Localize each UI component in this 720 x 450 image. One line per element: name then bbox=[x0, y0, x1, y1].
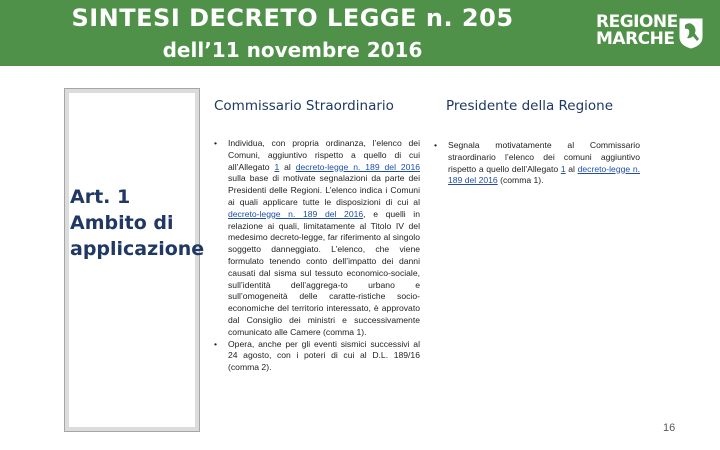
commissario-column bbox=[214, 138, 420, 374]
item-text: , e quelli in relazione ai quali, limitatamente al Titolo IV del medesimo decreto-legge, far riferimento al singolo soggetto danneggiato. L’elenco, che viene formulato tenendo conto dell’impatto dei danni causati dal sisma sul tessuto economico-sociale, sull’identità dell’aggrega-to urbano e sull’omogeneità delle caratte-ristiche socio-economiche del territorio interessato, è approvato dal Consiglio dei ministri e successivamente comunicato alle Camere (comma 1). bbox=[228, 208, 420, 337]
bullet: • bbox=[214, 338, 218, 349]
presidente-heading: Presidente della Regione bbox=[446, 98, 614, 114]
regional-emblem-icon bbox=[678, 17, 704, 49]
bullet: • bbox=[434, 140, 438, 150]
slide-title: SINTESI DECRETO LEGGE n. 205 bbox=[71, 4, 514, 32]
item-text: Opera, anche per gli eventi sismici successivi al 24 agosto, con i poteri di cui al D.L. 189/16 (comma 2). bbox=[228, 338, 420, 373]
bullet: • bbox=[214, 138, 218, 148]
page-number: 16 bbox=[663, 422, 676, 434]
article-title bbox=[70, 184, 205, 262]
item-text: al bbox=[565, 163, 578, 174]
logo-line-2: MARCHE bbox=[596, 29, 675, 49]
allegato-link[interactable]: 1 bbox=[274, 161, 280, 172]
decreto-link[interactable]: decreto-legge n. 189 del 2016 bbox=[295, 161, 420, 172]
commissario-heading: Commissario Straordinario bbox=[214, 98, 394, 114]
decreto-link[interactable]: decreto-legge n. 189 del 2016 bbox=[228, 208, 364, 219]
article-line-2: Ambito di bbox=[70, 212, 174, 234]
logo-line-1: REGIONE bbox=[596, 12, 678, 32]
decreto-link[interactable]: decreto-legge n. 189 del 2016 bbox=[448, 163, 640, 186]
allegato-link[interactable]: 1 bbox=[560, 163, 566, 174]
slide-subtitle: dell’11 novembre 2016 bbox=[162, 38, 423, 62]
article-number: Art. 1 bbox=[70, 186, 131, 208]
item-text: Individua, con propria ordinanza, l’elenco dei Comuni, aggiuntivo rispetto a quello di cui all’Allegato bbox=[228, 138, 420, 172]
list-item bbox=[434, 140, 640, 187]
title-banner bbox=[0, 0, 720, 66]
logo-wordmark bbox=[596, 14, 678, 48]
regione-marche-logo bbox=[596, 14, 716, 54]
item-text: (comma 1). bbox=[497, 175, 544, 186]
item-text: Segnala motivatamente al Commissario straordinario l’elenco dei comuni aggiuntivo rispetto a quello dell’Allegato bbox=[448, 140, 640, 174]
item-text: al bbox=[279, 161, 296, 172]
article-line-3: applicazione bbox=[70, 238, 205, 260]
list-item bbox=[214, 339, 420, 374]
item-text: sulla base di motivate segnalazioni da parte dei Presidenti delle Regioni. L’elenco indica i Comuni ai quali applicare tutte le disposizioni di cui al bbox=[228, 173, 420, 207]
presidente-column bbox=[434, 140, 640, 187]
list-item bbox=[214, 138, 420, 339]
